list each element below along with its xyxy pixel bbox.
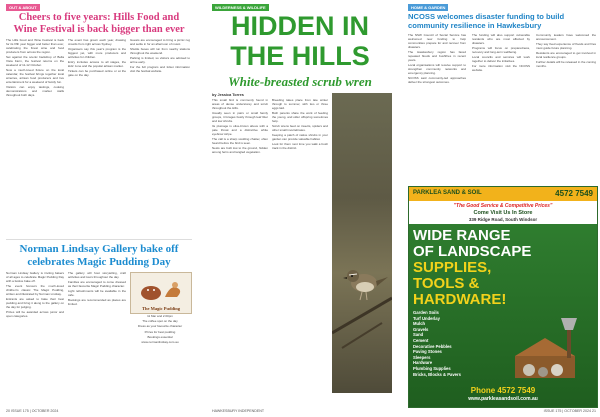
paragraph: They say lived experience of floods and fires must guide future planning. bbox=[536, 42, 596, 51]
paragraph: Visitors can enjoy tastings, cooking demonstrations and market stalls throughout both days. bbox=[6, 84, 64, 97]
ad-big-line2: OF LANDSCAPE bbox=[413, 243, 532, 260]
festival-headline-line1: Cheers to five years: Hills Food and bbox=[18, 12, 180, 23]
ad-slogan: "The Good Service & Competitive Prices" bbox=[453, 203, 553, 209]
ad-website-link[interactable]: www.parkleasandsoil.com.au bbox=[468, 396, 538, 402]
paragraph: Entrants are asked to bake their best pudding and bring it along to the gallery on the day for judging. bbox=[6, 297, 64, 309]
paragraph: Community leaders have welcomed the announcement. bbox=[536, 34, 596, 41]
event-detail: Bookings essential bbox=[147, 334, 173, 339]
paragraph: Further details will be released in the coming months. bbox=[536, 60, 596, 69]
paragraph: The event honours the much-loved children's classic The Magic Pudding, written and illustrated by Norman Lindsay. bbox=[6, 284, 64, 296]
paragraph: Guests are encouraged to bring a picnic rug and settle in for an afternoon of music. bbox=[130, 39, 190, 46]
bird-article-col1 bbox=[212, 99, 268, 399]
paragraph: Residents are encouraged to get involved in local resilience groups. bbox=[536, 51, 596, 60]
paragraph: This small bird is commonly found in areas of dense understorey and scrub throughout the Hills. bbox=[212, 99, 268, 110]
bird-subhead: White-breasted scrub wren bbox=[228, 74, 372, 89]
paragraph: Its plumage is olive-brown above with a pale throat and a distinctive white eyebrow stripe. bbox=[212, 124, 268, 136]
paragraph: The event has grown each year, drawing crowds from right across Sydney. bbox=[68, 39, 126, 46]
bakeoff-article-col2 bbox=[68, 272, 126, 406]
festival-article-col2 bbox=[68, 39, 126, 239]
magic-pudding-illustration bbox=[130, 272, 192, 314]
section-tag-home-garden: HOME & GARDEN bbox=[408, 4, 448, 11]
bakeoff-headline-line1: Norman Lindsay Gallery bake off bbox=[19, 243, 179, 255]
ncoss-article-col1 bbox=[408, 34, 466, 182]
paragraph: NCOSS said community-led approaches deliver the strongest outcomes. bbox=[408, 75, 466, 84]
scrub-wren-photo bbox=[332, 93, 392, 393]
paragraph: For the full program and ticket information visit the festival website. bbox=[130, 65, 190, 74]
paragraph: Set against the scenic backdrop of Bella Vista Farm, the festival returns on the weekend of 11-12 October. bbox=[6, 54, 64, 67]
book-title: The Magic Pudding bbox=[141, 306, 180, 311]
list-item: Sand bbox=[413, 332, 424, 338]
list-item: Plumbing Supplies bbox=[413, 365, 451, 371]
ad-phone-bottom: Phone 4572 7549 bbox=[470, 386, 536, 395]
ncoss-headline-line2: community resilience in Hawkesbury bbox=[408, 21, 542, 30]
center-page-footer: HAWKESBURY INDEPENDENT bbox=[212, 409, 265, 413]
list-item: Decorative Pebbles bbox=[413, 343, 452, 349]
event-detail: www.normanlindsay.com.au bbox=[141, 340, 179, 345]
divider bbox=[6, 239, 192, 240]
ad-phone-top: 4572 7549 bbox=[555, 189, 593, 198]
paragraph: Now a much-loved fixture on the local calendar, the festival brings together local wineries, artisan food producers and live entertainment for a weekend of family fun. bbox=[6, 67, 64, 84]
event-detail: 11 Mar and 2.00pm bbox=[147, 315, 173, 318]
event-detail: Dress as your favourite character bbox=[137, 324, 183, 329]
hidden-headline-line1: HIDDEN IN bbox=[230, 11, 369, 41]
paragraph: Look for them next time you walk a bush track in the district. bbox=[272, 142, 328, 151]
right-page-footer: ISSUE 175 | OCTOBER 2024 21 bbox=[543, 409, 596, 413]
festival-headline-line2: Wine Festival is back bigger than ever bbox=[13, 24, 185, 35]
paragraph: Families are encouraged to come dressed as their favourite Magic Pudding character. bbox=[68, 280, 126, 289]
paragraph: Local councils and services will work together to deliver the initiatives. bbox=[472, 55, 530, 64]
list-item: Turf Underlay bbox=[413, 315, 440, 321]
bakeoff-article-col1 bbox=[6, 272, 64, 406]
ad-product-list bbox=[413, 310, 461, 377]
event-detail: Prizes for best pudding bbox=[144, 329, 176, 334]
pudding-icon bbox=[131, 275, 191, 303]
ad-big-line5: HARDWARE! bbox=[413, 291, 507, 308]
paragraph: Programs will focus on preparedness, recovery and long-term wellbeing. bbox=[472, 46, 530, 54]
paragraph: Prizes will be awarded across junior and open categories. bbox=[6, 310, 64, 318]
paragraph: Organisers say this year's program is the biggest yet, with more producers and activities for children. bbox=[68, 47, 126, 59]
paragraph: Both parents share the work of feeding the young, and older offspring sometimes help. bbox=[272, 111, 328, 123]
paragraph: The gallery will host storytelling, craft activities and tours throughout the day. bbox=[68, 272, 126, 279]
section-tag-wilderness: WILDERNESS & WILDLIFE bbox=[212, 4, 269, 11]
ad-big-line4: TOOLS & bbox=[413, 275, 480, 292]
list-item: Mulch bbox=[413, 321, 426, 327]
paragraph: The funding will also support vulnerable residents who are most affected by disasters. bbox=[472, 34, 530, 45]
list-item: Paving Stones bbox=[413, 349, 442, 355]
paragraph: Breeding takes place from late winter through to summer, with two or three eggs laid. bbox=[272, 99, 328, 110]
ad-big-line1: WIDE RANGE bbox=[413, 227, 511, 244]
center-page bbox=[202, 0, 398, 417]
paragraph: Usually seen in pairs or small family groups, it forages busily through leaf litter and low shrubs. bbox=[212, 111, 268, 123]
hidden-headline-line2: THE HILLS bbox=[230, 41, 370, 71]
byline: by Jessica Torres bbox=[212, 93, 244, 97]
section-tag-out-about: OUT & ABOUT bbox=[6, 4, 40, 11]
bird-icon bbox=[332, 93, 392, 393]
ad-big-line3: SUPPLIES, bbox=[413, 259, 492, 276]
ad-visit: Come Visit Us In Store bbox=[473, 210, 533, 216]
left-page-footer: 20 ISSUE 175 | OCTOBER 2024 bbox=[6, 409, 59, 413]
paragraph: The NSW Council of Social Service has welcomed new funding to help communities prepare for and recover from disasters. bbox=[408, 34, 466, 49]
ncoss-article-col3 bbox=[536, 34, 596, 182]
paragraph: Nests are built low to the ground, hidden among ferns and tangled vegetation. bbox=[212, 146, 268, 155]
parklea-advertisement[interactable] bbox=[408, 186, 598, 408]
landscape-supplies-icon bbox=[509, 308, 589, 388]
list-item: Garden Soils bbox=[413, 310, 439, 315]
paragraph: Shuttle buses will run from nearby stations throughout the weekend. bbox=[130, 47, 190, 56]
bakeoff-event-details bbox=[130, 315, 190, 405]
paragraph: The Hawkesbury region has faced repeated floods and bushfires in recent years. bbox=[408, 49, 466, 62]
paragraph: Tickets can be purchased online or at the gate on the day. bbox=[68, 69, 126, 78]
paragraph: Entry includes access to all stages, the kids' zone and the popular artisan market. bbox=[68, 60, 126, 69]
ad-address: 339 Ridge Road, South Windsor bbox=[468, 217, 538, 222]
ad-main-panel bbox=[409, 224, 597, 407]
ncoss-headline-line1: NCOSS welcomes disaster funding to build bbox=[408, 12, 565, 21]
festival-article-col1 bbox=[6, 39, 64, 239]
paragraph: Norman Lindsay Gallery is inviting bakers of all ages to celebrate Magic Pudding Day with a festive bake off. bbox=[6, 272, 64, 283]
list-item: Sleepers bbox=[413, 354, 431, 360]
parklea-logo: PARKLEA SAND & SOIL bbox=[413, 190, 482, 196]
paragraph: The Hills Food and Wine Festival is back for its fifth year bigger and better than ever, celebrating the finest wine and food producers from across the region. bbox=[6, 39, 64, 54]
bakeoff-headline-line2: celebrates Magic Pudding Day bbox=[27, 256, 171, 268]
list-item: Cement bbox=[413, 337, 429, 343]
paragraph: For more information visit the NCOSS website. bbox=[472, 64, 530, 73]
right-page bbox=[404, 0, 600, 417]
list-item: Bricks, Blocks & Pavers bbox=[413, 371, 461, 377]
event-detail: The coffee spot on the day bbox=[142, 319, 178, 324]
paragraph: Keeping a patch of native shrubs in your garden can provide valuable habitat. bbox=[272, 133, 328, 142]
paragraph: Light refreshments will be available in the cafe. bbox=[68, 289, 126, 298]
paragraph: The call is a sharp scolding chatter, often heard before the bird is seen. bbox=[212, 137, 268, 145]
paragraph: Scrub wrens feed on insects, spiders and other small invertebrates. bbox=[272, 124, 328, 132]
paragraph: Parking is limited, so visitors are advised to arrive early. bbox=[130, 56, 190, 65]
festival-article-col3 bbox=[130, 39, 190, 239]
left-page bbox=[0, 0, 196, 417]
ncoss-article-col2 bbox=[472, 34, 530, 182]
paragraph: Bookings are recommended as places are limited. bbox=[68, 298, 126, 307]
list-item: Hardware bbox=[413, 360, 433, 366]
ad-header bbox=[409, 187, 597, 201]
paragraph: Local organisations will receive support to strengthen community networks and emergency planning. bbox=[408, 62, 466, 75]
bird-article-col2 bbox=[272, 99, 328, 399]
list-item: Gravels bbox=[413, 326, 429, 332]
